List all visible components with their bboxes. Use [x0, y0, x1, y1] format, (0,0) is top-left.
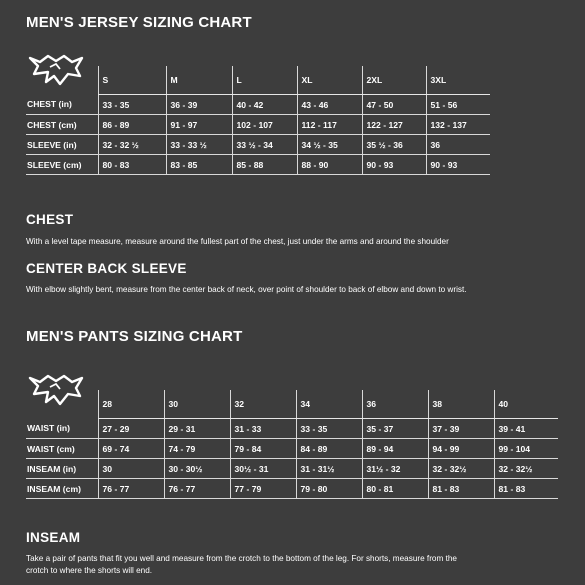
size-column-header: 30	[164, 390, 230, 419]
size-value-cell: 30½ - 31	[230, 459, 296, 479]
size-value-cell: 74 - 79	[164, 439, 230, 459]
size-value-cell: 132 - 137	[426, 115, 490, 135]
size-column-header: S	[98, 66, 166, 95]
size-value-cell: 85 - 88	[232, 155, 297, 175]
size-column-header: 40	[494, 390, 558, 419]
size-value-cell: 36	[426, 135, 490, 155]
size-value-cell: 33 - 35	[98, 95, 166, 115]
size-column-header: 28	[98, 390, 164, 419]
jersey-row	[26, 95, 490, 115]
size-value-cell: 79 - 80	[296, 479, 362, 499]
size-column-header: 34	[296, 390, 362, 419]
size-value-cell: 35 ½ - 36	[362, 135, 426, 155]
chest-instructions: With a level tape measure, measure around the fullest part of the chest, just under the arms and around the shoulder	[26, 237, 449, 246]
size-column-header: M	[166, 66, 232, 95]
row-label: CHEST (in)	[26, 95, 98, 115]
size-value-cell: 37 - 39	[428, 419, 494, 439]
size-value-cell: 80 - 83	[98, 155, 166, 175]
sleeve-heading: CENTER BACK SLEEVE	[26, 261, 187, 276]
corner-cell	[26, 390, 98, 419]
pants-row	[26, 459, 558, 479]
size-column-header: 36	[362, 390, 428, 419]
size-value-cell: 27 - 29	[98, 419, 164, 439]
inseam-instructions-line-1: Take a pair of pants that fit you well and measure from the crotch to the bottom of the leg. For shorts, measure from the	[26, 554, 457, 563]
jersey-header-row	[26, 66, 490, 95]
size-value-cell: 79 - 84	[230, 439, 296, 459]
size-value-cell: 32 - 32½	[494, 459, 558, 479]
size-value-cell: 51 - 56	[426, 95, 490, 115]
size-column-header: 38	[428, 390, 494, 419]
corner-cell	[26, 66, 98, 95]
size-value-cell: 34 ½ - 35	[297, 135, 362, 155]
row-label: SLEEVE (cm)	[26, 155, 98, 175]
size-value-cell: 102 - 107	[232, 115, 297, 135]
inseam-instructions-line-2: crotch to where the shorts will end.	[26, 566, 153, 575]
size-value-cell: 112 - 117	[297, 115, 362, 135]
pants-row	[26, 439, 558, 459]
size-value-cell: 86 - 89	[98, 115, 166, 135]
size-value-cell: 40 - 42	[232, 95, 297, 115]
size-value-cell: 33 ½ - 34	[232, 135, 297, 155]
size-column-header: XL	[297, 66, 362, 95]
size-value-cell: 99 - 104	[494, 439, 558, 459]
size-value-cell: 69 - 74	[98, 439, 164, 459]
size-value-cell: 31½ - 32	[362, 459, 428, 479]
size-value-cell: 47 - 50	[362, 95, 426, 115]
size-value-cell: 90 - 93	[362, 155, 426, 175]
size-value-cell: 32 - 32 ½	[98, 135, 166, 155]
size-value-cell: 36 - 39	[166, 95, 232, 115]
size-value-cell: 81 - 83	[428, 479, 494, 499]
size-value-cell: 33 - 35	[296, 419, 362, 439]
size-value-cell: 80 - 81	[362, 479, 428, 499]
size-value-cell: 39 - 41	[494, 419, 558, 439]
pants-size-table	[26, 390, 558, 499]
size-value-cell: 30	[98, 459, 164, 479]
row-label: WAIST (cm)	[26, 439, 98, 459]
jersey-size-table	[26, 66, 490, 175]
size-value-cell: 94 - 99	[428, 439, 494, 459]
size-value-cell: 31 - 31½	[296, 459, 362, 479]
row-label: WAIST (in)	[26, 419, 98, 439]
pants-row	[26, 479, 558, 499]
size-value-cell: 35 - 37	[362, 419, 428, 439]
jersey-row	[26, 135, 490, 155]
size-column-header: 2XL	[362, 66, 426, 95]
jersey-row	[26, 155, 490, 175]
pants-header-row	[26, 390, 558, 419]
pants-row	[26, 419, 558, 439]
size-column-header: 3XL	[426, 66, 490, 95]
inseam-heading: INSEAM	[26, 530, 81, 545]
chest-heading: CHEST	[26, 212, 74, 227]
size-value-cell: 122 - 127	[362, 115, 426, 135]
row-label: CHEST (cm)	[26, 115, 98, 135]
jersey-chart-title: MEN'S JERSEY SIZING CHART	[26, 14, 252, 31]
size-value-cell: 88 - 90	[297, 155, 362, 175]
size-column-header: 32	[230, 390, 296, 419]
size-value-cell: 84 - 89	[296, 439, 362, 459]
size-column-header: L	[232, 66, 297, 95]
size-value-cell: 43 - 46	[297, 95, 362, 115]
jersey-row	[26, 115, 490, 135]
size-value-cell: 89 - 94	[362, 439, 428, 459]
size-value-cell: 91 - 97	[166, 115, 232, 135]
size-value-cell: 76 - 77	[164, 479, 230, 499]
pants-chart-title: MEN'S PANTS SIZING CHART	[26, 328, 243, 345]
size-value-cell: 29 - 31	[164, 419, 230, 439]
row-label: INSEAM (in)	[26, 459, 98, 479]
row-label: INSEAM (cm)	[26, 479, 98, 499]
size-value-cell: 31 - 33	[230, 419, 296, 439]
sleeve-instructions: With elbow slightly bent, measure from the center back of neck, over point of shoulder to back of elbow and down to wrist.	[26, 285, 467, 294]
size-value-cell: 32 - 32½	[428, 459, 494, 479]
size-value-cell: 33 - 33 ½	[166, 135, 232, 155]
size-value-cell: 30 - 30½	[164, 459, 230, 479]
size-value-cell: 83 - 85	[166, 155, 232, 175]
row-label: SLEEVE (in)	[26, 135, 98, 155]
size-value-cell: 76 - 77	[98, 479, 164, 499]
size-value-cell: 77 - 79	[230, 479, 296, 499]
size-value-cell: 81 - 83	[494, 479, 558, 499]
size-value-cell: 90 - 93	[426, 155, 490, 175]
